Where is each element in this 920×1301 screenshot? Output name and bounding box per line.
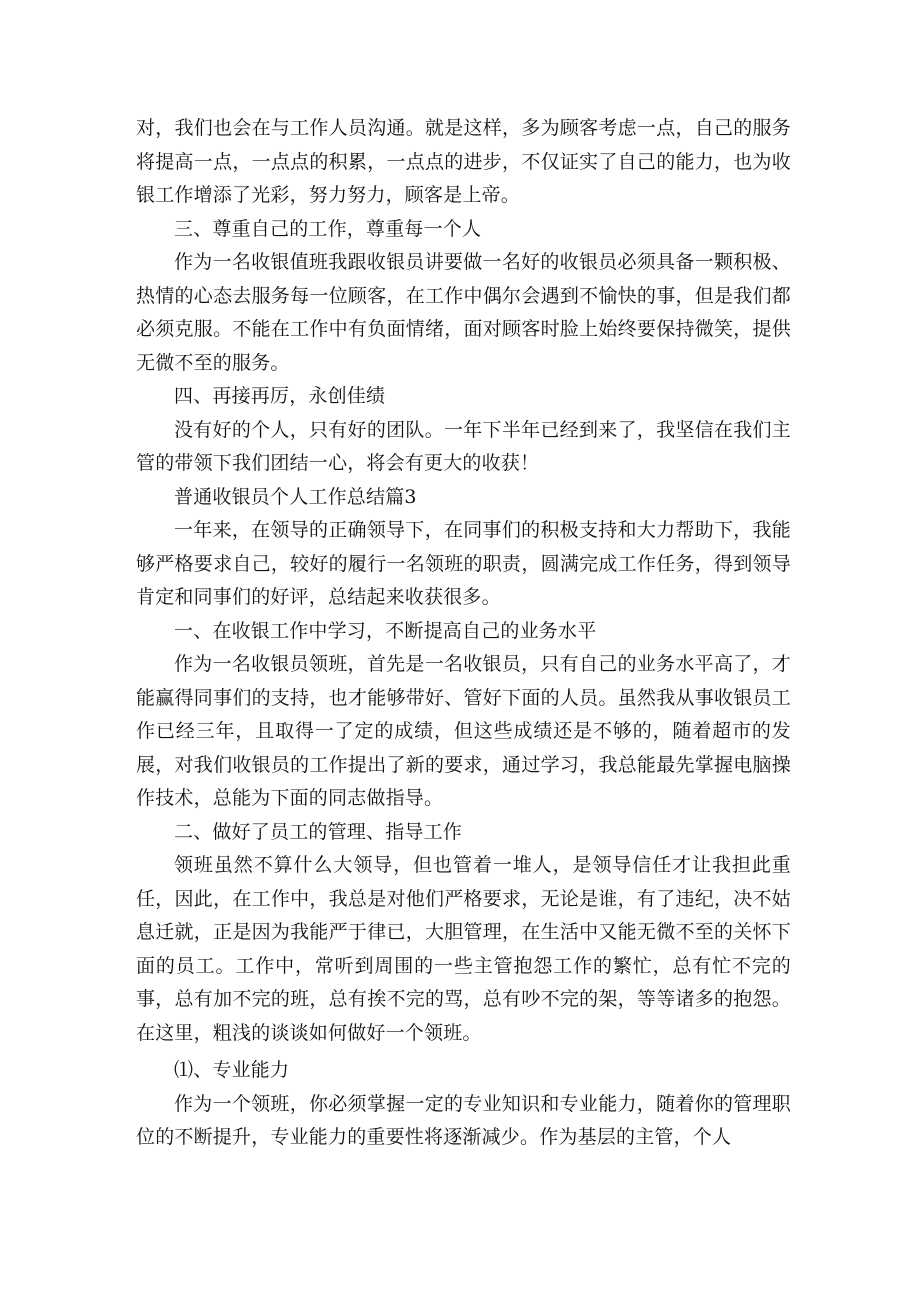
section-heading: 四、再接再厉，永创佳绩 [174, 385, 386, 407]
paragraph-body: 作为一个领班，你必须掌握一定的专业知识和专业能力，随着你的管理职位的不断提升，专业能力的重要性将逐渐减少。作为基层的主管，个人 [136, 1092, 791, 1148]
section-heading: 三、尊重自己的工作，尊重每一个人 [174, 217, 482, 240]
document-body [136, 112, 791, 1155]
paragraph-body: 领班虽然不算什么大领导，但也管着一堆人，是领导信任才让我担此重任，因此，在工作中，我总是对他们严格要求，无论是谁，有了违纪，决不姑息迁就，正是因为我能严于律已，大胆管理，在生活中又能无微不至的关怀下面的员工。工作中，常听到周围的一些主管抱怨工作的繁忙，总有忙不完的事，总有加不完的班，总有挨不完的骂，总有吵不完的架，等等诸多的抱怨。在这里，粗浅的谈谈如何做好一个领班。 [136, 854, 791, 1044]
section-heading: 一、在收银工作中学习，不断提高自己的业务水平 [174, 619, 597, 642]
paragraph-body: 作为一名收银值班我跟收银员讲要做一名好的收银员必须具备一颗积极、热情的心态去服务每一位顾客，在工作中偶尔会遇到不愉快的事，但是我们都必须克服。不能在工作中有负面情绪，面对顾客时脸上始终要保持微笑，提供无微不至的服务。 [136, 251, 791, 374]
sub-heading: ⑴、专业能力 [174, 1059, 290, 1081]
article-title: 普通收银员个人工作总结篇3 [174, 485, 417, 508]
paragraph-body: 没有好的个人，只有好的团队。一年下半年已经到来了，我坚信在我们主管的带领下我们团结一心，将会有更大的收获！ [136, 418, 791, 474]
section-heading: 二、做好了员工的管理、指导工作 [174, 820, 463, 843]
paragraph-body: 对，我们也会在与工作人员沟通。就是这样，多为顾客考虑一点，自己的服务将提高一点，一点点的积累，一点点的进步，不仅证实了自己的能力，也为收银工作增添了光彩，努力努力，顾客是上帝。 [136, 117, 791, 206]
paragraph-body: 作为一名收银员领班，首先是一名收银员，只有自己的业务水平高了，才能赢得同事们的支持，也才能够带好、管好下面的人员。虽然我从事收银员工作已经三年，且取得一了定的成绩，但这些成绩还是不够的，随着超市的发展，对我们收银员的工作提出了新的要求，通过学习，我总能最先掌握电脑操作技术，总能为下面的同志做指导。 [136, 653, 791, 809]
paragraph-body: 一年来，在领导的正确领导下，在同事们的积极支持和大力帮助下，我能够严格要求自己，较好的履行一名领班的职责，圆满完成工作任务，得到领导肯定和同事们的好评，总结起来收获很多。 [136, 519, 791, 608]
